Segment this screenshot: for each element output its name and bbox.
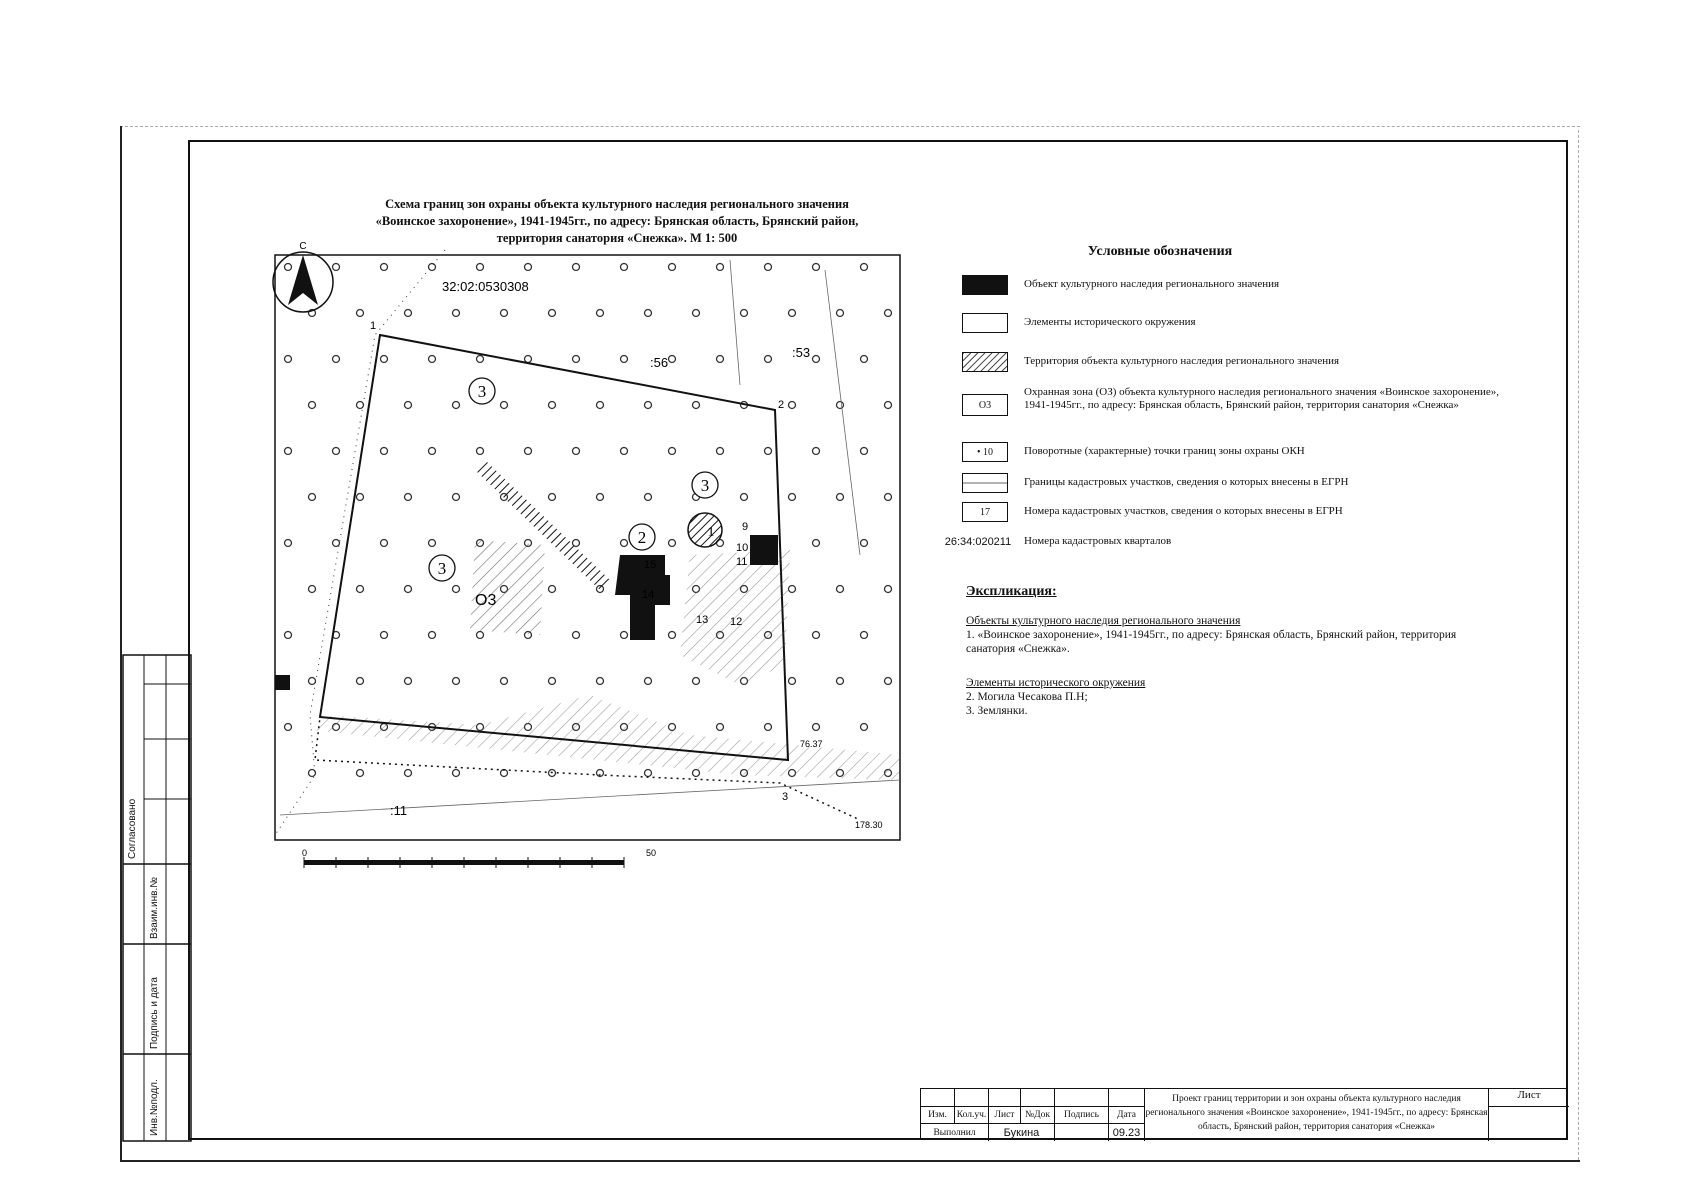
stamp-header-qty: Кол.уч. [955, 1107, 989, 1124]
explication-okn-heading: Объекты культурного наследия регионального значения [966, 615, 1241, 627]
legend-symbol-blank [962, 313, 1008, 333]
svg-text:3: 3 [437, 559, 447, 578]
point-number-2: 2 [778, 399, 785, 411]
zone-marker-3-north [469, 378, 495, 404]
sheet-outer-bottom-line [120, 1160, 1580, 1162]
map-title [272, 196, 962, 247]
map-title-line-2: «Воинское захоронение», 1941-1945гг., по адресу: Брянская область, Брянский район, [375, 214, 859, 228]
stamp-sheet-label: Лист [1489, 1089, 1569, 1107]
explication-heading: Экспликация: [966, 584, 1057, 599]
svg-text:3: 3 [700, 476, 710, 495]
site-plan-map [270, 241, 910, 855]
explication-okn-item-1: 1. «Воинское захоронение», 1941-1945гг., по адресу: Брянская область, Брянский район, территория санатория «Снежка». [966, 629, 1457, 655]
point-number-10: 10 [736, 542, 749, 554]
legend-symbol-black [962, 275, 1008, 295]
point-number-1: 1 [370, 320, 377, 332]
legend-text-protection-zone: Охранная зона (ОЗ) объекта культурного наследия регионального значения «Воинское захоронение», 1941-1945гг., по адресу: Брянская область, Брянский район, территория санатория «Снежка» [1024, 386, 1500, 411]
scale-start: 0 [302, 848, 308, 858]
zone-label-o3: O3 [475, 592, 497, 609]
stamp-header-date: Дата [1109, 1107, 1145, 1124]
elevation-178-30: 178.30 [855, 820, 883, 830]
legend-text-quarters: Номера кадастровых кварталов [1024, 535, 1172, 547]
side-label-mutual-inv: Взаим.инв.№ [149, 877, 160, 939]
legend-symbol-hatch [962, 352, 1008, 372]
legend-symbol-o3: O3 [962, 394, 1008, 416]
north-letter: С [299, 241, 307, 252]
stamp-header-sheet: Лист [989, 1107, 1021, 1124]
point-number-9: 9 [742, 521, 749, 533]
legend-symbol-boundary-line [962, 473, 1008, 493]
point-number-13: 13 [696, 614, 709, 626]
title-block-stamp [920, 1088, 1568, 1140]
quarter-number: 32:02:0530308 [442, 279, 529, 294]
legend-symbol-parcel-number: 17 [962, 502, 1008, 522]
explication-okn [966, 614, 1486, 656]
stamp-executed-label: Выполнил [921, 1124, 989, 1141]
zone-label-1: 1 [707, 525, 715, 540]
sheet-outer-right-line [1578, 130, 1579, 1160]
stamp-signature-cell [1055, 1124, 1109, 1141]
point-number-15: 15 [644, 559, 657, 571]
stamp-header-doc-no: №Док [1021, 1107, 1055, 1124]
parcel-label-56: :56 [650, 355, 669, 370]
object-black-west [275, 675, 290, 690]
legend-text-cadastral-numbers: Номера кадастровых участков, сведения о которых внесены в ЕГРН [1024, 505, 1343, 517]
legend-text-territory: Территория объекта культурного наследия регионального значения [1024, 355, 1340, 367]
legend-text-environment: Элементы исторического окружения [1024, 316, 1196, 328]
map-title-line-1: Схема границ зон охраны объекта культурного наследия регионального значения [385, 197, 849, 211]
legend-symbol-point: • 10 [962, 442, 1008, 462]
explication-env-heading: Элементы исторического окружения [966, 677, 1146, 689]
explication-env-item-2: 2. Могила Чесакова П.Н; [966, 691, 1088, 703]
svg-text:3: 3 [477, 382, 487, 401]
explication-env-item-3: 3. Землянки. [966, 705, 1028, 717]
legend-text-points: Поворотные (характерные) точки границ зоны охраны ОКН [1024, 445, 1305, 457]
point-number-14: 14 [642, 589, 655, 601]
object-black-small [750, 535, 778, 565]
point-number-11: 11 [736, 556, 748, 568]
legend-text-okn: Объект культурного наследия регионального значения [1024, 278, 1280, 290]
legend-title: Условные обозначения [1087, 244, 1233, 259]
elevation-76-37: 76.37 [800, 739, 823, 749]
hatched-dugout-3 [470, 540, 545, 635]
stamp-executor: Букина [989, 1124, 1055, 1141]
legend-text-cadastral-boundaries: Границы кадастровых участков, сведения о которых внесены в ЕГРН [1024, 476, 1349, 488]
map-title-line-3: территория санатория «Снежка». М 1: 500 [496, 231, 738, 245]
point-number-12: 12 [730, 616, 743, 628]
side-label-signature-date: Подпись и дата [149, 977, 160, 1049]
okn-territory-circle [688, 513, 722, 547]
side-label-inv-original: Инв.№подл. [149, 1079, 160, 1136]
parcel-label-53: :53 [792, 345, 811, 360]
zone-marker-3-west [429, 555, 455, 581]
side-label-agreed: Согласовано [127, 798, 138, 859]
stamp-header-signature: Подпись [1055, 1107, 1109, 1124]
explication-environment [966, 676, 1486, 718]
stamp-project-description: Проект границ территории и зон охраны объекта культурного наследия регионального значения «Воинское захоронение», 1941-1945гг., по адресу: Брянская область, Брянский район, территория санатория «Снежка» [1145, 1089, 1489, 1141]
stamp-date: 09.23 [1109, 1124, 1145, 1141]
scale-bar [296, 848, 656, 872]
scale-end: 50 [646, 848, 657, 858]
svg-text:2: 2 [637, 528, 647, 547]
stamp-header-change: Изм. [921, 1107, 955, 1124]
point-number-3: 3 [782, 791, 789, 803]
zone-marker-3-east [692, 472, 718, 498]
legend-symbol-quarter-number: 26:34:020211 [944, 535, 1012, 548]
parcel-label-11: :11 [390, 803, 408, 818]
sheet-outer-top-line [120, 126, 1580, 127]
approval-side-table [122, 654, 192, 1142]
zone-marker-2 [629, 524, 655, 550]
